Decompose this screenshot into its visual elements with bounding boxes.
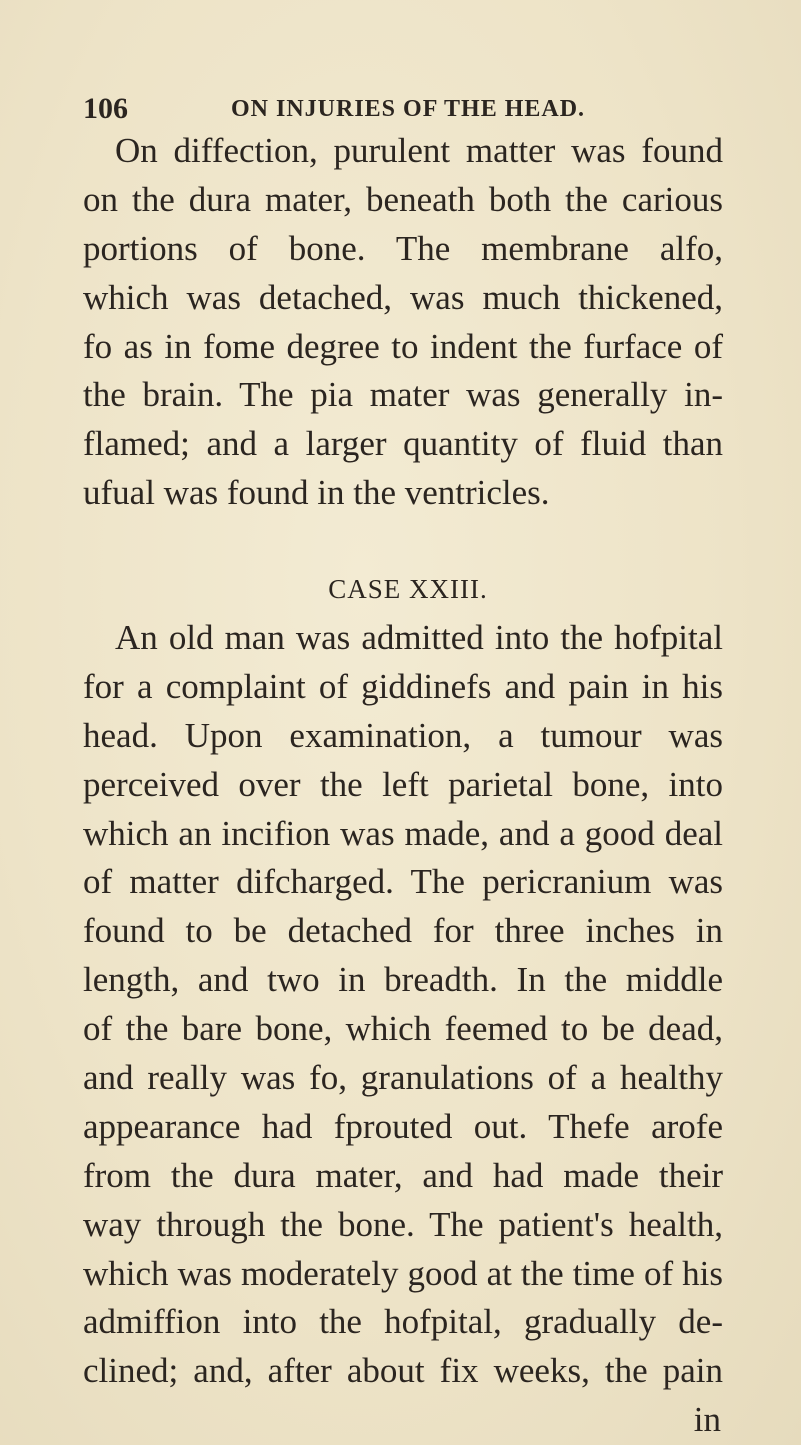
text-line: admiffion into the hofpital, gradually de-	[83, 1302, 723, 1342]
text-line: On diffection, purulent matter was found	[115, 131, 723, 170]
text-line: flamed; and a larger quantity of fluid than	[83, 424, 723, 464]
text-line: clined; and, after about fix weeks, the pain	[83, 1351, 723, 1391]
text-line: portions of bone. The membrane alfo,	[83, 228, 723, 268]
case-heading: CASE XXIII.	[328, 574, 488, 605]
catchword: in	[693, 1400, 721, 1440]
text-line: way through the bone. The patient's health,	[83, 1204, 723, 1244]
text-line: appearance had fprouted out. Thefe arofe	[83, 1106, 723, 1146]
text-line: perceived over the left parietal bone, into	[83, 764, 723, 804]
text-line: ufual was found in the ventricles.	[83, 473, 550, 513]
text-line: which was moderately good at the time of his	[83, 1253, 723, 1293]
text-line: fo as in fome degree to indent the furface of	[83, 326, 723, 366]
text-line: on the dura mater, beneath both the carious	[83, 179, 723, 219]
body-text	[83, 127, 723, 1445]
page-header	[83, 92, 723, 132]
text-line: head. Upon examination, a tumour was	[83, 715, 723, 755]
text-line: of matter difcharged. The pericranium was	[83, 862, 723, 902]
page-number: 106	[83, 92, 128, 125]
text-line: and really was fo, granulations of a healthy	[83, 1058, 723, 1098]
text-line: which was detached, was much thickened,	[83, 277, 723, 317]
text-line: found to be detached for three inches in	[83, 911, 723, 951]
text-line: from the dura mater, and had made their	[83, 1155, 723, 1195]
text-line: the brain. The pia mater was generally in-	[83, 375, 723, 415]
text-line: for a complaint of giddinefs and pain in his	[83, 666, 723, 706]
text-line: An old man was admitted into the hofpital	[115, 618, 723, 658]
running-head: ON INJURIES OF THE HEAD.	[231, 96, 586, 122]
text-line: of the bare bone, which feemed to be dead,	[83, 1009, 723, 1049]
paragraph-case-xxiii	[83, 614, 723, 1396]
text-line: length, and two in breadth. In the middle	[83, 960, 723, 1000]
text-line: which an incifion was made, and a good deal	[83, 813, 723, 853]
paragraph-dissection	[83, 127, 723, 518]
